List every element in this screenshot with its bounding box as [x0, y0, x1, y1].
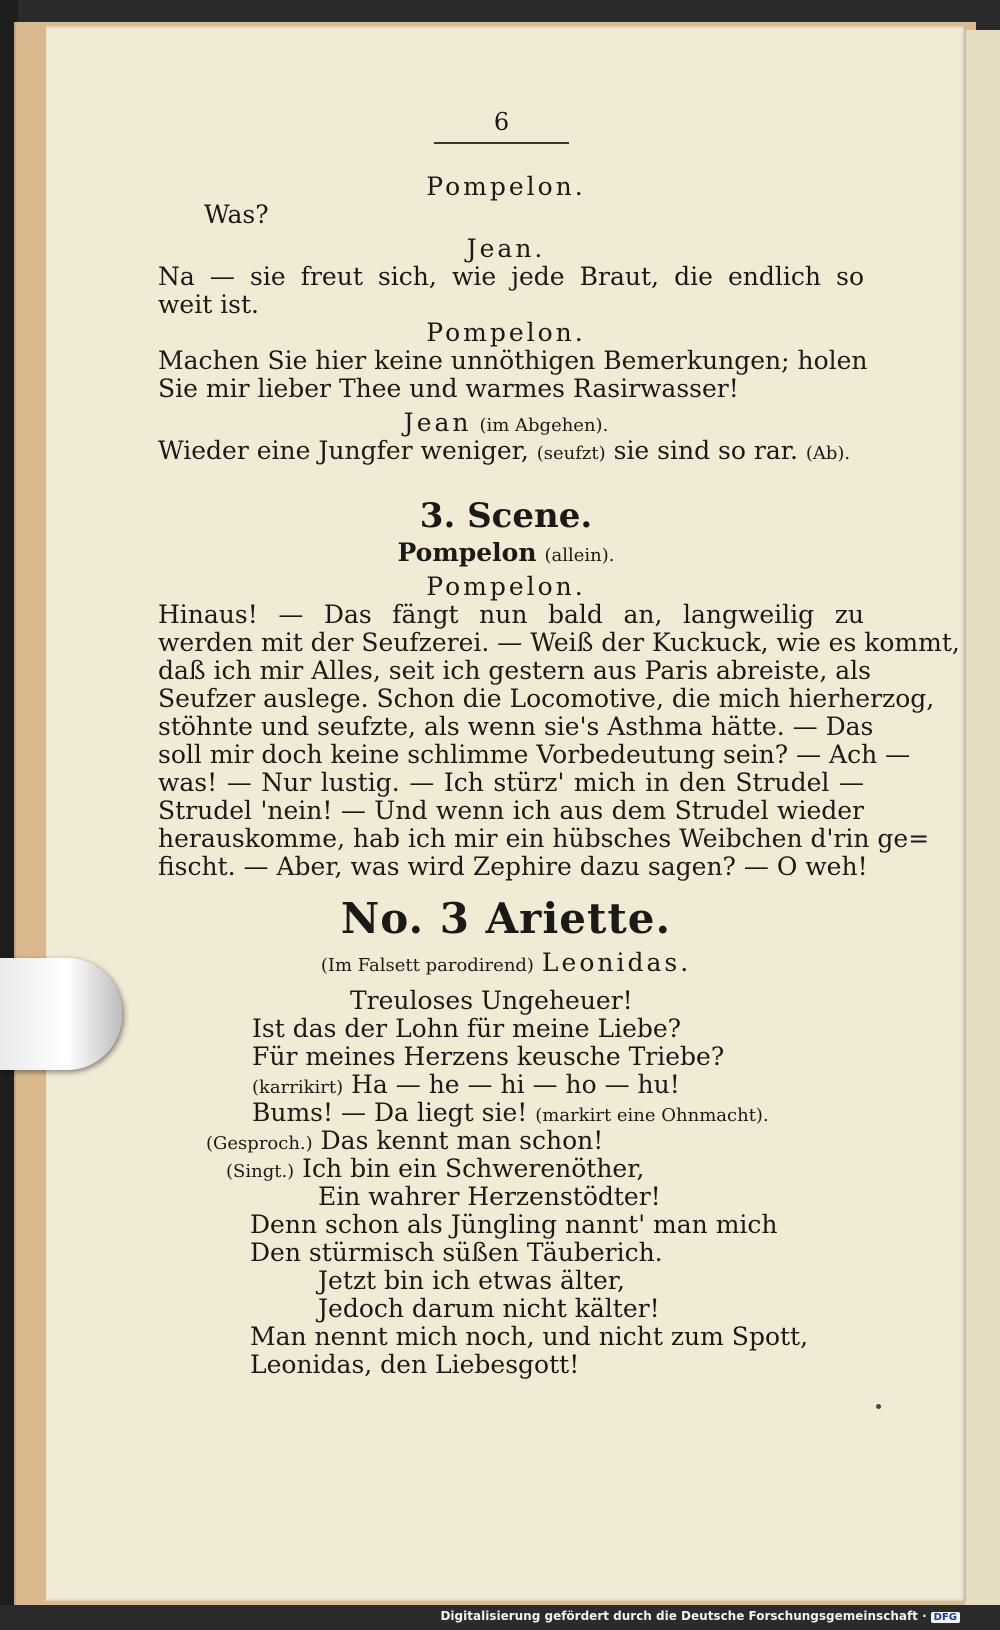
verse-line: Ein wahrer Herzenstödter! — [318, 1182, 661, 1211]
speaker-jean: Jean. — [466, 234, 546, 263]
stage-direction: (Gesproch.) — [206, 1133, 313, 1154]
verse-line: Denn schon als Jüngling nannt' man mich — [250, 1210, 778, 1239]
monologue-line: fischt. — Aber, was wird Zephire dazu sagen? — O weh! — [158, 852, 868, 881]
dialogue-line: Was? — [204, 200, 269, 229]
verse-line: Den stürmisch süßen Täuberich. — [250, 1238, 663, 1267]
verse-text: Ha — he — hi — ho — hu! — [351, 1070, 680, 1099]
dialogue-line: Machen Sie hier keine unnöthigen Bemerkungen; holen — [158, 346, 868, 375]
dialogue-line — [158, 436, 850, 469]
page-turn-handle[interactable] — [0, 958, 122, 1070]
verse-text: Bums! — Da liegt sie! — [252, 1098, 528, 1127]
speaker-name: Jean — [403, 408, 472, 437]
verse-line: Jedoch darum nicht kälter! — [318, 1294, 660, 1323]
dfg-logo: DFG — [931, 1612, 960, 1623]
verse-text: Das kennt man schon! — [320, 1126, 604, 1155]
dialogue-text: sie sind so rar. — [613, 436, 798, 465]
book-page — [46, 26, 966, 1601]
stage-direction: (karrikirt) — [252, 1077, 344, 1098]
ink-speck — [876, 1404, 881, 1409]
character-name: Pompelon — [397, 538, 537, 567]
funding-credit — [440, 1609, 960, 1623]
speaker-pompelon: Pompelon. — [426, 172, 586, 201]
page-number: 6 — [434, 108, 569, 144]
monologue-line: Strudel 'nein! — Und wenn ich aus dem Strudel wieder — [158, 796, 864, 825]
character-name: Leonidas. — [541, 948, 692, 977]
monologue-line: daß ich mir Alles, seit ich gestern aus Paris abreiste, als — [158, 656, 871, 685]
monologue-line: werden mit der Seufzerei. — Weiß der Kuckuck, wie es kommt, — [158, 628, 960, 657]
song-attribution — [46, 948, 966, 981]
monologue-line: soll mir doch keine schlimme Vorbedeutung sein? — Ach — — [158, 740, 911, 769]
stage-direction: (Ab). — [805, 443, 851, 464]
verse-line: Ist das der Lohn für meine Liebe? — [252, 1014, 682, 1043]
stage-direction: (markirt eine Ohnmacht). — [535, 1105, 769, 1126]
verse-line: Leonidas, den Liebesgott! — [250, 1350, 580, 1379]
monologue-line: herauskomme, hab ich mir ein hübsches Weibchen d'rin ge= — [158, 824, 930, 853]
stage-direction: (seufzt) — [536, 443, 606, 464]
verse-line: Für meines Herzens keusche Triebe? — [252, 1042, 725, 1071]
monologue-line: Hinaus! — Das fängt nun bald an, langweilig zu — [158, 600, 864, 629]
verse-line: Man nennt mich noch, und nicht zum Spott, — [250, 1322, 809, 1351]
next-page-edge — [965, 30, 1000, 1605]
speaker-pompelon: Pompelon. — [426, 318, 586, 347]
stage-direction: (im Abgehen). — [479, 415, 609, 436]
stage-direction: (allein). — [544, 545, 615, 566]
verse-line: Jetzt bin ich etwas älter, — [318, 1266, 625, 1295]
stage-direction: (Singt.) — [226, 1161, 295, 1182]
verse-line: Treuloses Ungeheuer! — [350, 986, 633, 1015]
monologue-line: was! — Nur lustig. — Ich stürz' mich in den Strudel — — [158, 768, 864, 797]
scene-heading: 3. Scene. — [419, 496, 593, 536]
number-heading: No. 3 Ariette. — [340, 894, 672, 943]
dialogue-line: weit ist. — [158, 290, 260, 319]
funding-text: Digitalisierung gefördert durch die Deutsche Forschungsgemeinschaft · — [440, 1609, 927, 1623]
stage-direction: (Im Falsett parodirend) — [320, 955, 534, 976]
verse-text: Ich bin ein Schwerenöther, — [302, 1154, 645, 1183]
monologue-line: Seufzer auslege. Schon die Locomotive, die mich hierherzog, — [158, 684, 935, 713]
dialogue-line: Na — sie freut sich, wie jede Braut, die endlich so — [158, 262, 864, 291]
dialogue-line: Sie mir lieber Thee und warmes Rasirwasser! — [158, 374, 739, 403]
scene-cast — [46, 538, 966, 571]
dialogue-text: Wieder eine Jungfer weniger, — [158, 436, 529, 465]
monologue-line: stöhnte und seufzte, als wenn sie's Asthma hätte. — Das — [158, 712, 874, 741]
speaker-pompelon: Pompelon. — [426, 572, 586, 601]
